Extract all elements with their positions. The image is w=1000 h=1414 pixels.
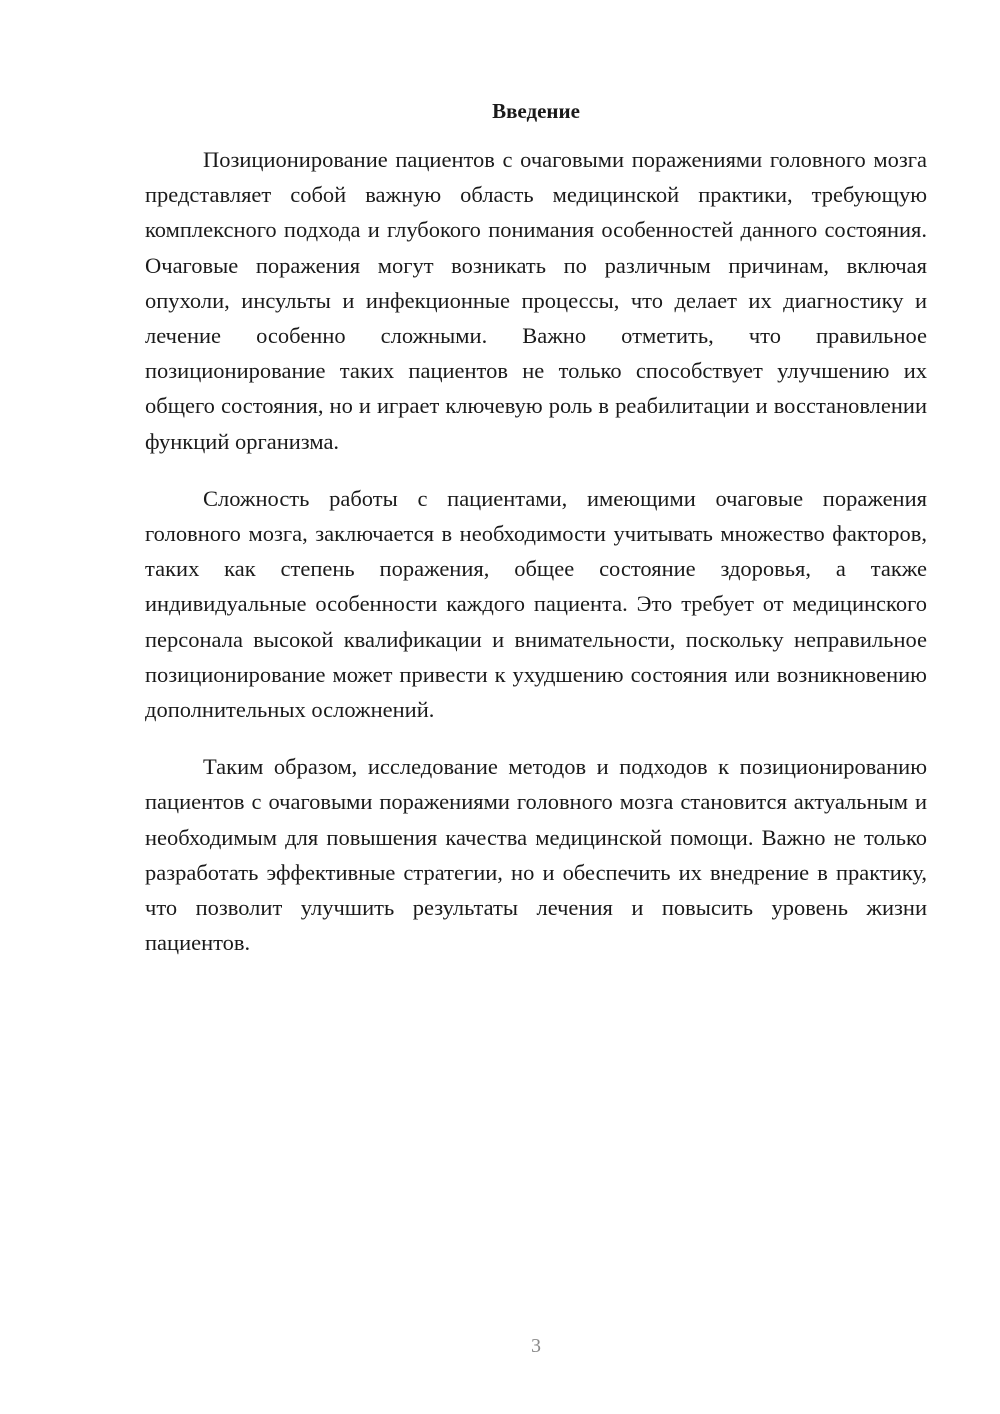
- paragraph-2: Сложность работы с пациентами, имеющими очаговые поражения головного мозга, заключается в необходимости учитывать множество факторов, таких как степень поражения, общее состояние здоровья, а также индивидуальные особенности каждого пациента. Это требует от медицинского персонала высокой квалификации и внимательности, поскольку неправильное позиционирование может привести к ухудшению состояния или возникновению дополнительных осложнений.: [145, 485, 927, 723]
- body-text: [145, 142, 927, 982]
- section-title: Введение: [492, 99, 580, 123]
- page-number: 3: [531, 1335, 541, 1357]
- paragraph-3: Таким образом, исследование методов и подходов к позиционированию пациентов с очаговыми поражениями головного мозга становится актуальным и необходимым для повышения качества медицинской помощи. Важно не только разработать эффективные стратегии, но и обеспечить их внедрение в практику, что позволит улучшить результаты лечения и повысить уровень жизни пациентов.: [145, 754, 927, 956]
- paragraph-1: Позиционирование пациентов с очаговыми поражениями головного мозга представляет собой важную область медицинской практики, требующую комплексного подхода и глубокого понимания особенностей данного состояния. Очаговые поражения могут возникать по различным причинам, включая опухоли, инсульты и инфекционные процессы, что делает их диагностику и лечение особенно сложными. Важно отметить, что правильное позиционирование таких пациентов не только способствует улучшению их общего состояния, но и играет ключевую роль в реабилитации и восстановлении функций организма.: [145, 147, 927, 454]
